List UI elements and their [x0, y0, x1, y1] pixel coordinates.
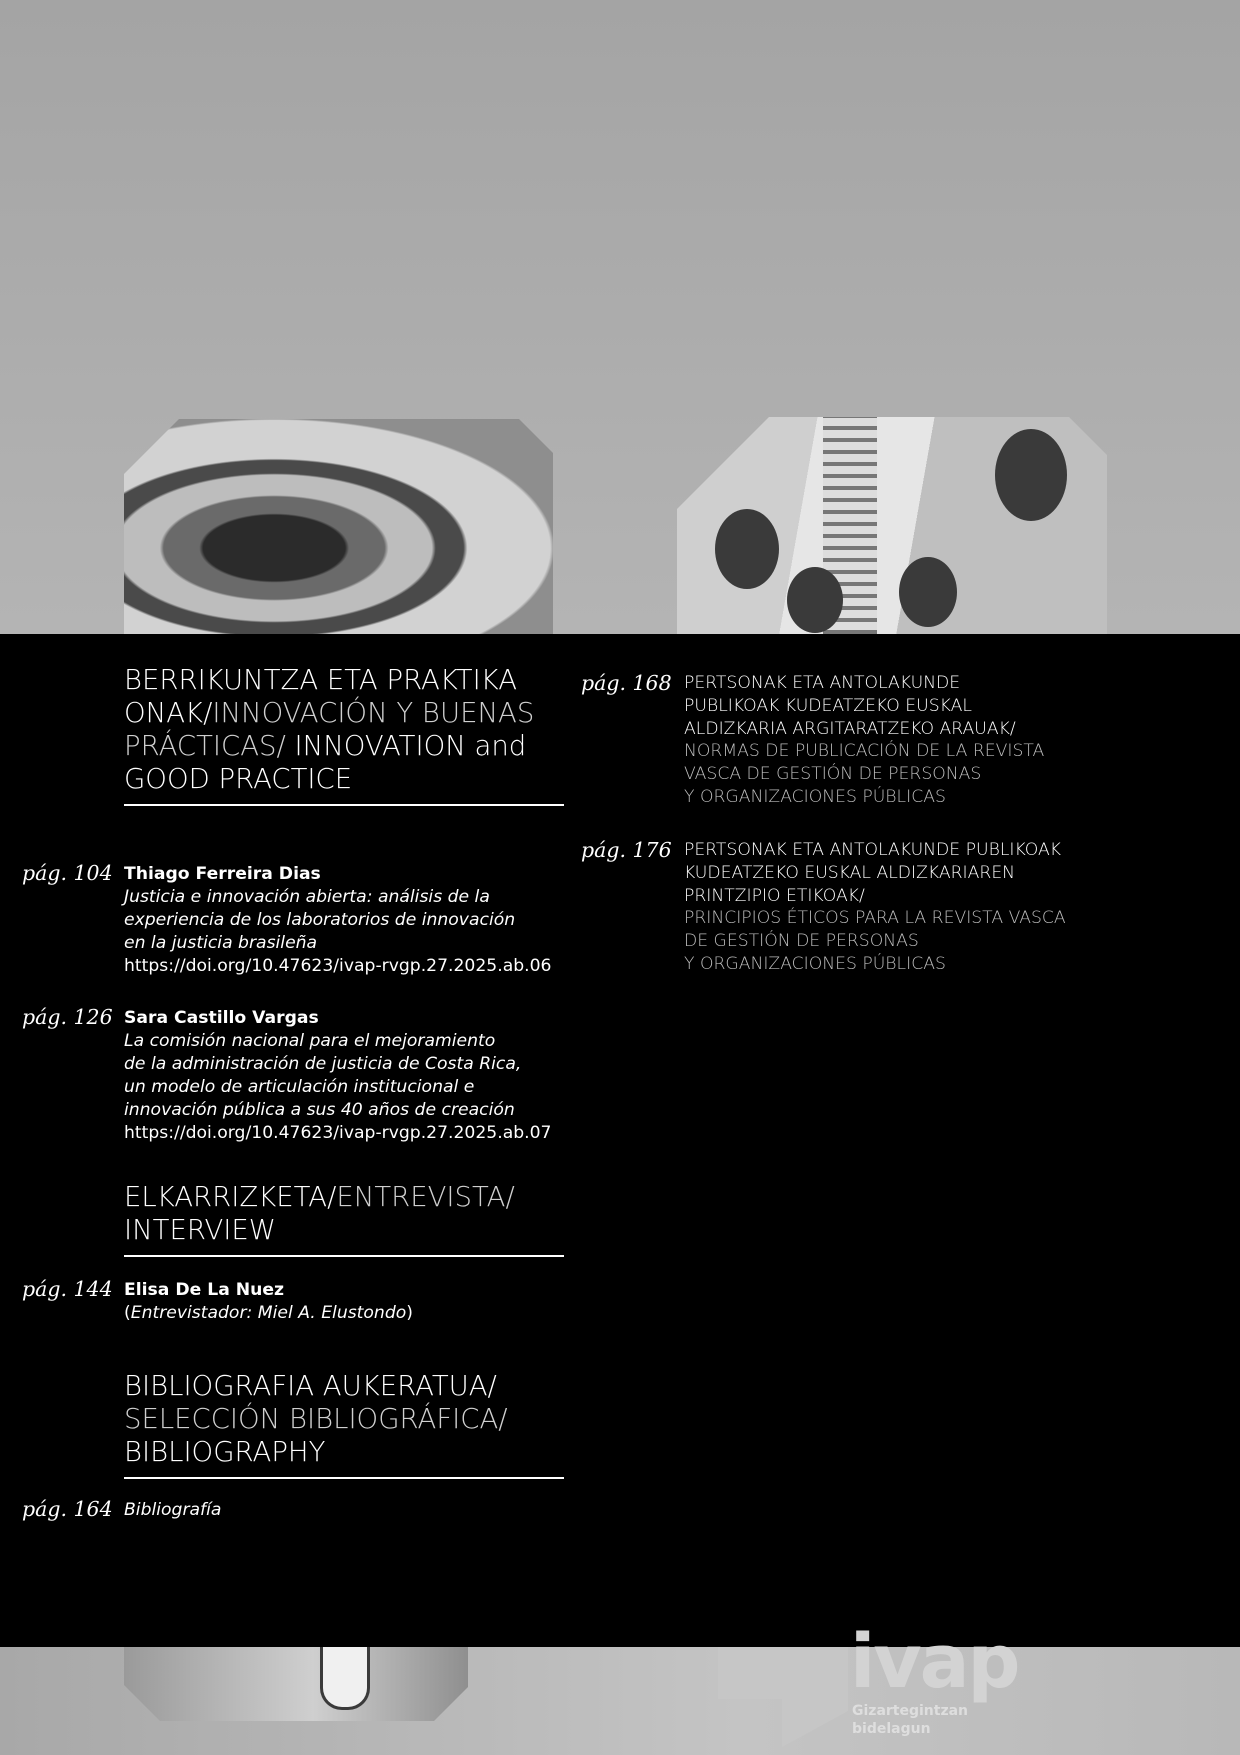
toc-entry	[124, 863, 584, 978]
entry-title-line: innovación pública a sus 40 años de creación	[124, 1100, 515, 1120]
page-number: pág. 104	[22, 861, 113, 885]
entry-title-line: de la administración de justicia de Costa Rica,	[124, 1054, 522, 1074]
entry-eu-line: KUDEATZEKO EUSKAL ALDIZKARIAREN	[684, 862, 1016, 883]
page-number: pág. 126	[22, 1005, 113, 1029]
entry-author: Sara Castillo Vargas	[124, 1008, 319, 1028]
entry-es-line: PRINCIPIOS ÉTICOS PARA LA REVISTA VASCA	[684, 908, 1066, 929]
people-tower-photo	[677, 417, 1107, 634]
entry-es-line: VASCA DE GESTIÓN DE PERSONAS	[684, 764, 982, 785]
toc-entry	[124, 1499, 584, 1522]
entry-author: Thiago Ferreira Dias	[124, 864, 321, 884]
entry-author: Elisa De La Nuez	[124, 1280, 285, 1300]
pen-tip-shape	[320, 1647, 370, 1710]
table-of-contents-panel	[0, 634, 1240, 1647]
entry-title-line: en la justicia brasileña	[124, 933, 318, 953]
section-heading-innovation	[124, 664, 564, 806]
entry-doi-link[interactable]: https://doi.org/10.47623/ivap-rvgp.27.2025.ab.07	[124, 1123, 552, 1143]
entry-eu-line: PUBLIKOAK KUDEATZEKO EUSKAL	[684, 695, 972, 716]
entry-eu-line: PERTSONAK ETA ANTOLAKUNDE	[684, 673, 961, 693]
bottom-strip	[0, 1619, 1240, 1755]
heading-es: SELECCIÓN BIBLIOGRÁFICA/	[124, 1403, 508, 1435]
entry-title: Bibliografía	[124, 1500, 222, 1520]
page-number: pág. 164	[22, 1497, 113, 1521]
entry-doi-link[interactable]: https://doi.org/10.47623/ivap-rvgp.27.2025.ab.06	[124, 956, 552, 976]
entry-title-line: Justicia e innovación abierta: análisis de la	[124, 887, 490, 907]
entry-es-line: DE GESTIÓN DE PERSONAS	[684, 931, 919, 952]
heading-en: BIBLIOGRAPHY	[124, 1436, 326, 1468]
toc-entry	[124, 1279, 584, 1325]
logo-mark-icon	[718, 1647, 848, 1747]
heading-eu: BIBLIOGRAFIA AUKERATUA/	[124, 1370, 497, 1402]
entry-note: (Entrevistador: Miel A. Elustondo)	[124, 1303, 413, 1323]
page-number: pág. 144	[22, 1277, 113, 1301]
page-number: pág. 176	[581, 838, 672, 862]
heading-en: INNOVATION and GOOD PRACTICE	[124, 730, 527, 795]
entry-eu-line: PRINTZIPIO ETIKOAK/	[684, 885, 865, 906]
heading-es: ENTREVISTA/	[336, 1181, 515, 1213]
page-number: pág. 168	[581, 671, 672, 695]
entry-title-line: La comisión nacional para el mejoramiento	[124, 1031, 496, 1051]
heading-es: INNOVACIÓN Y BUENAS PRÁCTICAS/	[124, 697, 535, 762]
person-head	[899, 557, 957, 627]
toc-entry-right	[684, 839, 1224, 976]
entry-es-line: Y ORGANIZACIONES PÚBLICAS	[684, 953, 946, 974]
entry-title-line: experiencia de los laboratorios de innovación	[124, 910, 516, 930]
pen-photo	[124, 1647, 468, 1721]
entry-title-line: un modelo de articulación institucional e	[124, 1077, 475, 1097]
person-head	[995, 429, 1067, 521]
heading-eu: ELKARRIZKETA/	[124, 1181, 337, 1213]
entry-eu-line: ALDIZKARIA ARGITARATZEKO ARAUAK/	[684, 718, 1016, 739]
section-heading-interview	[124, 1181, 564, 1257]
person-head	[715, 509, 779, 589]
toc-entry-right	[684, 672, 1204, 809]
logo-tagline: Gizartegintzan bidelagun	[852, 1703, 969, 1737]
coins-photo	[124, 419, 553, 634]
logo-wordmark: ivap	[850, 1619, 1019, 1705]
entry-es-line: Y ORGANIZACIONES PÚBLICAS	[684, 786, 946, 807]
heading-en: INTERVIEW	[124, 1214, 276, 1246]
entry-es-line: NORMAS DE PUBLICACIÓN DE LA REVISTA	[684, 741, 1045, 762]
toc-entry	[124, 1007, 584, 1145]
entry-eu-line: PERTSONAK ETA ANTOLAKUNDE PUBLIKOAK	[684, 840, 1062, 860]
heading-eu: BERRIKUNTZA ETA PRAKTIKA ONAK/	[124, 664, 518, 729]
ivap-logo	[718, 1619, 1138, 1751]
section-heading-bibliography	[124, 1370, 564, 1479]
person-head	[787, 567, 843, 633]
